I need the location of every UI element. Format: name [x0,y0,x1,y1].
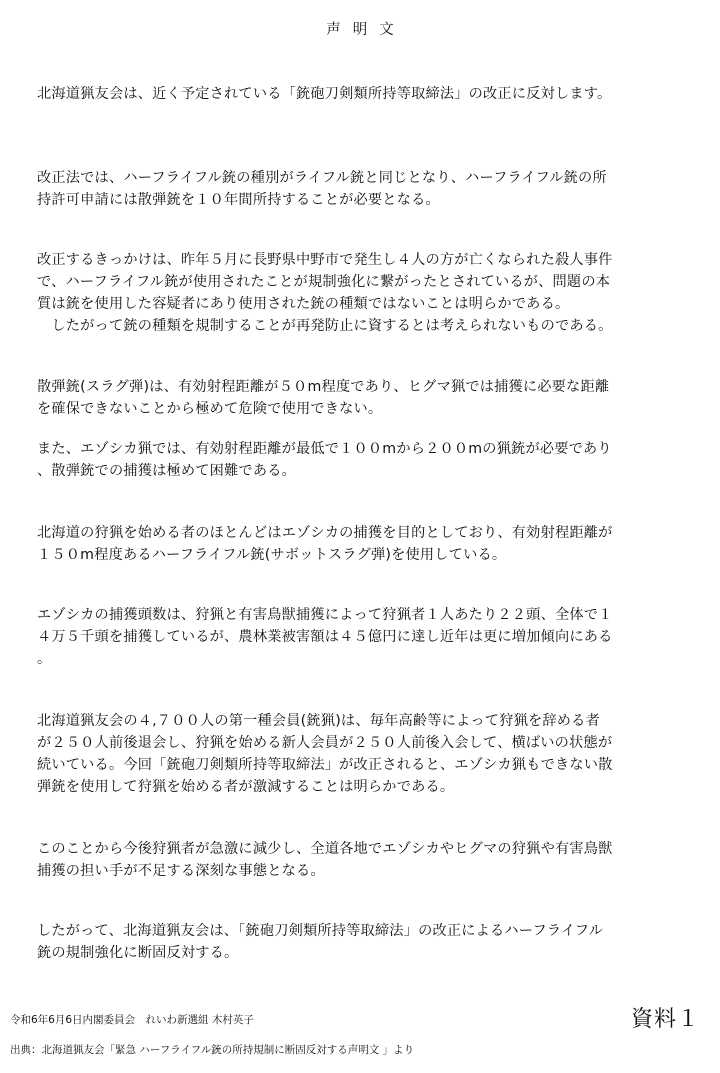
document-title: 声明文 [326,22,406,38]
paragraph-9: このことから今後狩猟者が急激に減少し、全道各地でエゾシカやヒグマの狩猟や有害鳥獣 捕獲の担い手が不足する深刻な事態となる。 [37,841,613,879]
paragraph-6: 北海道の狩猟を始める者のほとんどはエゾシカの捕獲を目的としており、有効射程距離が １５０m程度あるハーフライフル銃(サボットスラグ弾)を使用している。 [37,525,613,563]
paragraph-2: 改正法では、ハーフライフル銃の種別がライフル銃と同じとなり、ハーフライフル銃の所 持許可申請には散弾銃を１０年間所持することが必要となる。 [37,170,607,208]
paragraph-3: 改正するきっかけは、昨年５月に長野県中野市で発生し４人の方が亡くなられた殺人事件 で、ハーフライフル銃が使用されたことが規制強化に繋がったとされているが、問題の本 質は銃を使用した容疑者にあり使用された銃の種類ではないことは明らかである。 したがって銃の種類を規制することが再発防止に資するとは考えられないものである。 [37,252,613,334]
paragraph-10: したがって、北海道猟友会は、「銃砲刀剣類所持等取締法」の改正によるハーフライフル 銃の規制強化に断固反対する。 [37,923,603,961]
source-line-1: 令和6年6月6日内閣委員会 れいわ新選組 木村英子 [10,1014,254,1026]
source-line-2: 出典：北海道猟友会「緊急 ハーフライフル銃の所持規制に断固反対する声明文 」より [10,1044,415,1056]
paragraph-4: 散弾銃(スラグ弾)は、有効射程距離が５０m程度であり、ヒグマ猟では捕獲に必要な距離 を確保できないことから極めて危険で使用できない。 [37,379,610,417]
document-label: 資料１ [630,1007,700,1032]
paragraph-7: エゾシカの捕獲頭数は、狩猟と有害鳥獣捕獲によって狩猟者１人あたり２２頭、全体で１ ４万５千頭を捕獲しているが、農林業被害額は４５億円に達し近年は更に増加傾向にある 。 [37,607,613,667]
paragraph-8: 北海道猟友会の４,７００人の第一種会員(銃猟)は、毎年高齢等によって狩猟を辞める者 が２５０人前後退会し、狩猟を始める新人会員が２５０人前後入会して、横ばいの状態が 続いている。今回「銃砲刀剣類所持等取締法」が改正されると、エゾシカ猟もできない散 弾銃を使用して狩猟を始める者が激減することは明らかである。 [37,713,613,795]
paragraph-5: また、エゾシカ猟では、有効射程距離が最低で１００mから２００mの猟銃が必要であり 、散弾銃での捕獲は極めて困難である。 [37,441,612,479]
source-footer [10,998,570,1073]
paragraph-1: 北海道猟友会は、近く予定されている「銃砲刀剣類所持等取締法」の改正に反対します。 [37,86,612,102]
